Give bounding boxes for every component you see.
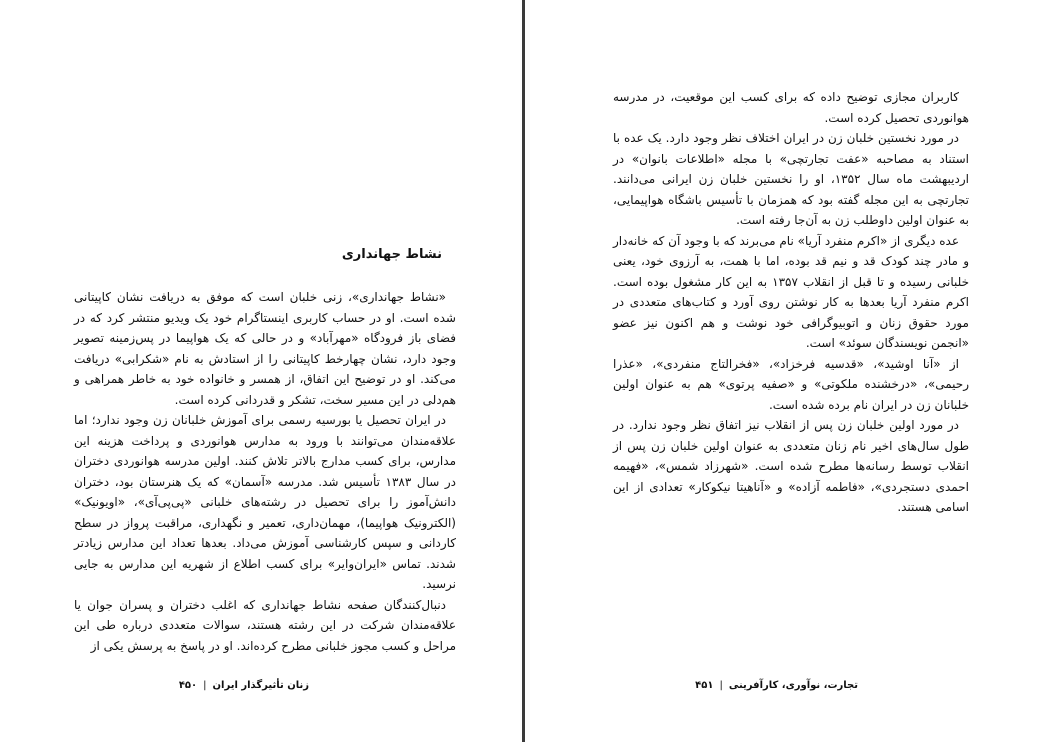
paragraph: کاربران مجازی توضیح داده که برای کسب این موقعیت، در مدرسه هوانوردی تحصیل کرده است. xyxy=(613,90,969,125)
paragraph: در مورد نخستین خلبان زن در ایران اختلاف نظر وجود دارد. یک عده با استناد به مصاحبه «عفت تجارتچی» با مجله «اطلاعات بانوان» در اردیبهشت ماه سال ۱۳۵۲، او را نخستین خلبان زن ایرانی می‌دانند. تجارتچی به این مجله گفته بود که همزمان با تأسیس باشگاه هواپیمایی، به عنوان اولین داوطلب زن به آن‌جا رفته است. xyxy=(613,131,969,227)
paragraph: در ایران تحصیل یا بورسیه رسمی برای آموزش خلبانان زن وجود ندارد؛ اما علاقه‌مندان می‌توانند با ورود به مدارس هوانوردی و پرداخت هزینه این مدارس، برای کسب مدارج بالاتر تلاش کنند. اولین مدرسه هوانوردی دختران در سال ۱۳۸۳ تأسیس شد. مدرسه «آسمان» که یک هنرستان بود، دختران دانش‌آموز را برای تحصیل در رشته‌های خلبانی «پی‌پی‌آی»، «اویونیک» (الکترونیک هواپیما)، مهمان‌داری، تعمیر و نگهداری، مراقبت پرواز در سطح کاردانی و سپس کارشناسی آموزش می‌داد. بعدها تعداد این مدارس زیادتر شدند. تماس «ایران‌وایر» برای کسب اطلاع از شهریه این مدارس به جایی نرسید. xyxy=(74,413,457,591)
section-heading: نشاط جهانداری xyxy=(341,247,442,262)
page-footer xyxy=(695,680,858,691)
right-page-body xyxy=(613,87,969,518)
paragraph: در مورد اولین خلبان زن پس از انقلاب نیز اتفاق نظر وجود ندارد. در طول سال‌های اخیر نام زنان متعددی به عنوان اولین خلبان زن پس از انقلاب توسط رسانه‌ها مطرح شده است. «شهرزاد شمس»، «فهیمه احمدی دستجردی»، «فاطمه آزاده» و «آناهیتا نیکوکار» تعدادی از این اسامی هستند. xyxy=(613,418,969,514)
left-page-body xyxy=(74,287,456,656)
footer-separator: | xyxy=(203,680,207,691)
footer-separator: | xyxy=(719,680,723,691)
paragraph: «نشاط جهانداری»، زنی خلبان است که موفق به دریافت نشان کاپیتانی شده است. او در حساب کاربری اینستاگرام خود یک ویدیو منتشر کرد که در فضای باز فرودگاه «مهرآباد» و در حالی که یک هواپیما در پس‌زمینه تصویر وجود دارد، نشان چهارخط کاپیتانی را از استادش به نام «شکرابی» دریافت می‌کند. او در توضیح این اتفاق، از همسر و خانواده خود به خاطر همراهی و هم‌دلی در این مسیر سخت، تشکر و قدردانی کرده است. xyxy=(74,290,456,407)
left-page xyxy=(0,0,522,742)
paragraph: از «آنا اوشید»، «قدسیه فرخزاد»، «فخرالتاج منفردی»، «عذرا رحیمی»، «درخشنده ملکوتی» و «صفیه پرتوی» هم به عنوان اولین خلبانان زن در ایران نام برده شده است. xyxy=(613,356,969,412)
page-number: ۴۵۰ xyxy=(178,680,198,691)
paragraph: دنبال‌کنندگان صفحه نشاط جهانداری که اغلب دختران و پسران جوان یا علاقه‌مندان شرکت در این رشته هستند، سوالات متعددی درباره طی این مراحل و کسب مجوز خلبانی مطرح کرده‌اند. او در پاسخ به پرسش یکی از xyxy=(74,597,456,653)
page-footer xyxy=(179,680,309,691)
page-number: ۴۵۱ xyxy=(695,680,714,691)
footer-title: تجارت، نوآوری، کارآفرینی xyxy=(728,680,858,691)
footer-title: زنان تأثیرگذار ایران xyxy=(212,680,309,691)
right-page xyxy=(525,0,1046,742)
paragraph: عده دیگری از «اکرم منفرد آریا» نام می‌برند که با وجود آن که خانه‌دار و مادر چند کودک قد و نیم قد بوده، اما با همت، به آرزوی خود، یعنی خلبانی رسیده و تا قبل از انقلاب ۱۳۵۷ به این کار مشغول بوده است. اکرم منفرد آریا بعدها به کار نوشتن روی آورد و کتاب‌های متعددی در مورد حقوق زنان و اتوبیوگرافی خود نوشت و هم اکنون نیز عضو «انجمن نویسندگان سوئد» است. xyxy=(613,233,969,350)
